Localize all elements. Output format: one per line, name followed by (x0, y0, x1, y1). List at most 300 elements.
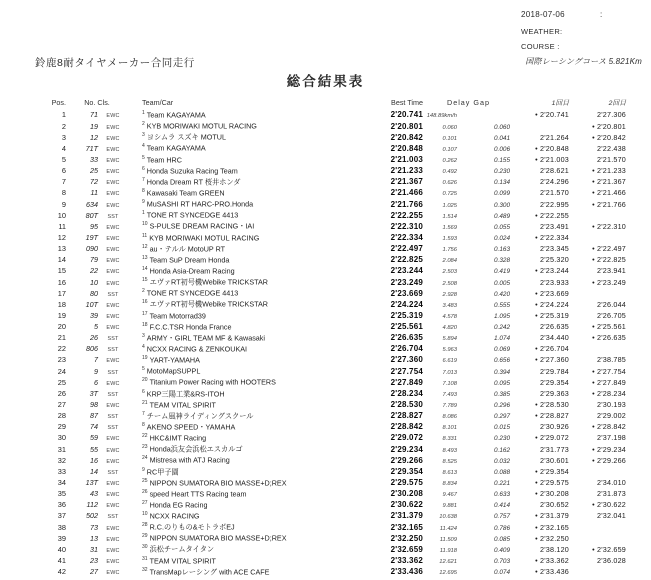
class-rank: 31 (142, 555, 148, 562)
best-time: 2'22.255 (390, 210, 423, 220)
class-rank: 2 (142, 288, 145, 295)
best-time: 2'22.497 (390, 244, 423, 254)
bike-number: 5 (94, 322, 98, 332)
gap-value: 1.095 (494, 312, 510, 320)
session2-time: • 2'22.310 (592, 221, 626, 231)
best-time: 2'30.208 (390, 489, 423, 499)
class-badge: EWC (106, 235, 120, 242)
session2-time: • 2'27.754 (592, 366, 626, 376)
position: 10 (57, 210, 66, 220)
gap-value: 0.230 (494, 168, 510, 176)
session1-time: 2'29.784 (540, 366, 569, 376)
team-name: Team Motorrad39 (149, 310, 206, 320)
class-rank: 22 (142, 433, 148, 440)
delay-value: 0.107 (442, 146, 457, 153)
session1-time: • 2'28.827 (535, 411, 569, 421)
team-name: NCXX RACING (149, 511, 200, 521)
class-rank: 3 (142, 132, 145, 139)
team-name: Titanium Power Racing with HOOTERS (149, 377, 276, 387)
gap-value: 0.134 (494, 179, 510, 187)
class-rank: 4 (142, 143, 145, 150)
gap-value: 0.041 (494, 134, 510, 142)
bike-number: 7 (94, 355, 98, 365)
session2-time: • 2'22.825 (592, 255, 626, 265)
best-time: 2'22.334 (390, 232, 423, 242)
delay-value: 0.626 (442, 180, 457, 187)
best-time: 2'20.848 (390, 143, 423, 153)
bike-number: 13 (90, 533, 98, 543)
delay-value: 3.483 (442, 302, 457, 309)
position: 42 (57, 567, 66, 577)
class-rank: 9 (142, 199, 145, 206)
team-name: S-PULSE DREAM RACING・IAI (149, 221, 255, 231)
session1-time: • 2'24.224 (535, 299, 569, 309)
delay-value: 0.101 (442, 135, 457, 142)
delay-value: 7.493 (442, 391, 457, 398)
delay-value: 1.025 (442, 202, 457, 209)
class-rank: 12 (142, 243, 148, 250)
best-time: 2'25.561 (390, 322, 423, 332)
bike-number: 19 (90, 121, 98, 131)
session1-time: • 2'33.362 (535, 556, 569, 566)
session1-time: 2'24.296 (540, 177, 569, 187)
position: 2 (61, 121, 66, 131)
session1-time: 2'30.926 (540, 422, 569, 432)
course-label: COURSE : (521, 42, 560, 51)
session1-time: • 2'31.379 (535, 511, 569, 521)
bike-number: 80T (85, 210, 98, 220)
weather-label: WEATHER: (521, 27, 563, 36)
position: 31 (57, 444, 66, 454)
bike-number: 55 (90, 444, 98, 454)
gap-value: 0.242 (494, 324, 510, 332)
class-badge: EWC (106, 247, 120, 254)
bike-number: 14 (90, 466, 98, 476)
session2-time: • 2'28.234 (592, 388, 626, 398)
header-delay-gap: Delay Gap (447, 98, 490, 107)
session1-time: • 2'33.436 (535, 567, 569, 577)
class-badge: EWC (106, 135, 120, 142)
session1-time: • 2'22.255 (535, 210, 569, 220)
class-rank: 11 (142, 232, 148, 239)
bike-number: 23 (90, 556, 98, 566)
gap-value: 0.162 (494, 446, 510, 454)
class-badge: EWC (106, 280, 120, 287)
bike-number: 22 (90, 266, 98, 276)
team-name: R.C.のりもの&モトラボEJ (149, 522, 235, 532)
team-name: AKENO SPEED・YAMAHA (146, 422, 236, 432)
best-time: 2'29.266 (390, 455, 423, 465)
class-badge: EWC (106, 358, 120, 365)
session1-time: • 2'22.334 (535, 232, 569, 242)
position: 12 (57, 232, 66, 242)
team-name: Honda Asia-Dream Racing (149, 266, 235, 276)
class-rank: 26 (142, 488, 148, 495)
position: 20 (57, 322, 66, 332)
position: 36 (57, 500, 66, 510)
gap-value: 0.656 (494, 357, 510, 365)
gap-value: 0.419 (494, 268, 510, 276)
session1-time: • 2'21.003 (535, 154, 569, 164)
session1-time: 2'23.933 (540, 277, 569, 287)
bike-number: 634 (86, 199, 98, 209)
session2-time: • 2'21.367 (592, 177, 626, 187)
position: 27 (57, 400, 66, 410)
header-best-time: Best Time (391, 98, 423, 107)
position: 11 (58, 221, 66, 231)
delay-value: 1.756 (442, 247, 457, 254)
gap-value: 0.074 (494, 569, 510, 577)
position: 5 (61, 154, 66, 164)
best-time: 2'28.842 (390, 422, 423, 432)
delay-value: 9.881 (442, 503, 457, 510)
bike-number: 95 (90, 221, 98, 231)
delay-value: 5.894 (442, 336, 457, 343)
bike-number: 72 (90, 177, 98, 187)
position: 4 (61, 143, 66, 153)
team-name: TEAM VITAL SPIRIT (149, 400, 216, 410)
bike-number: 13T (85, 478, 98, 488)
class-rank: 21 (142, 399, 148, 406)
session1-time: • 2'23.669 (535, 288, 569, 298)
team-name: Honda EG Racing (149, 500, 208, 510)
team-name: KYB MORIWAKI MOTUL RACING (149, 232, 260, 242)
position: 6 (61, 166, 66, 176)
delay-value: 1.514 (442, 213, 457, 220)
position: 40 (57, 544, 66, 554)
class-rank: 10 (142, 221, 148, 228)
bike-number: 806 (86, 344, 98, 354)
class-badge: EWC (106, 113, 120, 120)
gap-value: 0.088 (494, 468, 510, 476)
session2-time: 2'26.044 (597, 299, 626, 309)
best-time: 2'29.072 (390, 433, 423, 443)
gap-value: 0.385 (494, 390, 510, 398)
results-table (38, 108, 626, 576)
class-badge: EWC (106, 224, 120, 231)
best-time: 2'23.244 (390, 266, 423, 276)
best-time: 2'20.801 (390, 121, 423, 131)
session-date (521, 10, 603, 19)
delay-value: 11.509 (439, 536, 457, 543)
delay-value: 12.621 (439, 559, 457, 566)
class-rank: 28 (142, 522, 148, 529)
session2-time: • 2'21.766 (592, 199, 626, 209)
gap-value: 0.085 (494, 535, 510, 543)
gap-value: 0.155 (494, 156, 510, 164)
class-badge: EWC (106, 269, 120, 276)
class-rank: 18 (142, 321, 148, 328)
class-badge: SST (107, 469, 119, 476)
session1-time: 2'29.354 (540, 377, 569, 387)
bike-number: 80 (90, 288, 98, 298)
team-cell (128, 565, 350, 578)
delay-value: 4.578 (442, 313, 457, 320)
class-rank: 27 (142, 499, 148, 506)
position: 24 (57, 366, 66, 376)
session1-time: • 2'26.704 (535, 344, 569, 354)
gap-value: 0.703 (494, 558, 510, 566)
team-name: Team KAGAYAMA (146, 110, 206, 120)
team-name: au・テルル MotoUP RT (149, 244, 226, 254)
best-time: 2'21.003 (390, 154, 423, 164)
session2-time: • 2'29.234 (592, 444, 626, 454)
bike-number: 79 (90, 255, 98, 265)
session1-time: 2'30.652 (540, 500, 569, 510)
position: 22 (57, 344, 66, 354)
best-time: 2'28.827 (390, 411, 423, 421)
best-time: 2'29.234 (390, 444, 423, 454)
delay-value: 2.928 (442, 291, 457, 298)
position: 19 (57, 310, 66, 320)
class-badge: EWC (106, 492, 120, 499)
position: 13 (57, 244, 66, 254)
class-rank: 10 (142, 511, 148, 518)
gap-value: 0.409 (494, 546, 510, 554)
position: 35 (57, 489, 66, 499)
best-time: 2'25.319 (390, 310, 423, 320)
class-badge: EWC (106, 191, 120, 198)
position: 38 (57, 522, 66, 532)
delay-value: 7.789 (442, 403, 457, 410)
gap-value: 0.296 (494, 402, 510, 410)
gap-value: 0.221 (494, 480, 510, 488)
position: 37 (57, 511, 66, 521)
team-name: チーム風神ライディングスクール (146, 411, 254, 421)
class-rank: 1 (142, 210, 145, 217)
class-badge: SST (107, 391, 119, 398)
team-name: Team KAGAYAMA (146, 143, 206, 153)
gap-value: 0.006 (494, 145, 510, 153)
class-rank: 4 (142, 343, 145, 350)
class-badge: SST (107, 291, 119, 298)
delay-value: 10.638 (439, 514, 457, 521)
bike-number: 27 (90, 567, 98, 577)
class-badge: EWC (106, 481, 120, 488)
best-time: 2'24.224 (390, 299, 423, 309)
class-rank: 20 (142, 377, 148, 384)
class-badge: EWC (106, 547, 120, 554)
session1-time: • 2'25.319 (535, 310, 569, 320)
session1-time: 2'38.120 (540, 544, 569, 554)
bike-number: 10 (90, 277, 98, 287)
session2-time: 2'29.002 (597, 411, 626, 421)
gap-value: 0.555 (494, 301, 510, 309)
bike-number: 59 (90, 433, 98, 443)
session2-time: 2'32.041 (597, 511, 626, 521)
class-rank: 7 (142, 410, 145, 417)
class-rank: 23 (142, 444, 148, 451)
class-badge: EWC (106, 503, 120, 510)
delay-value: 1.569 (442, 224, 457, 231)
position: 39 (57, 533, 66, 543)
best-time: 2'21.233 (390, 166, 423, 176)
bike-number: 112 (86, 500, 98, 510)
gap-value: 0.095 (494, 379, 510, 387)
position: 9 (61, 199, 66, 209)
team-name: MuSASHI RT HARC-PRO.Honda (146, 199, 254, 209)
team-name: TEAM VITAL SPIRIT (149, 556, 216, 566)
session2-time: • 2'21.466 (592, 188, 626, 198)
session1-time: • 2'23.244 (535, 266, 569, 276)
gap-value: 0.099 (494, 190, 510, 198)
class-badge: EWC (106, 146, 120, 153)
delay-value: 8.331 (442, 436, 457, 443)
header-team: Team/Car (142, 98, 174, 107)
class-badge: EWC (106, 157, 120, 164)
team-name: YART-YAMAHA (149, 355, 200, 365)
team-name: 浜松チームタイタン (149, 544, 215, 554)
best-time: 2'21.766 (390, 199, 423, 209)
class-rank: 1 (142, 110, 145, 116)
delay-value: 8.834 (442, 481, 457, 488)
session2-time: 2'22.438 (597, 143, 626, 153)
session2-time: • 2'26.635 (592, 333, 626, 343)
delay-value: 1.593 (442, 235, 457, 242)
class-badge: SST (107, 514, 119, 521)
position: 21 (57, 333, 66, 343)
class-badge: EWC (106, 559, 120, 566)
session1-time: 2'21.570 (540, 188, 569, 198)
session2-time: • 2'20.842 (592, 132, 626, 142)
best-time: 2'20.842 (390, 132, 423, 142)
class-rank: 3 (142, 332, 145, 339)
bike-number: 25 (90, 166, 98, 176)
team-name: MotoMapSUPPL (146, 366, 201, 376)
bike-number: 3T (89, 388, 98, 398)
team-name: Mistresa with ATJ Racing (149, 455, 230, 465)
best-time: 2'27.849 (390, 377, 423, 387)
header-session1: 1回目 (551, 100, 569, 107)
session2-time: • 2'27.849 (592, 377, 626, 387)
bike-number: 71 (90, 110, 98, 120)
session1-time: 2'29.363 (540, 388, 569, 398)
gap-value: 1.074 (494, 335, 510, 343)
gap-value: 0.420 (494, 290, 510, 298)
class-rank: 6 (142, 165, 145, 172)
header-no-cls: No. Cls. (84, 98, 110, 107)
session1-time: • 2'32.165 (535, 522, 569, 532)
gap-value: 0.032 (494, 457, 510, 465)
session1-time: • 2'29.575 (535, 478, 569, 488)
best-time: 2'31.379 (390, 511, 423, 521)
class-badge: SST (107, 347, 119, 354)
gap-value: 0.414 (494, 502, 510, 510)
delay-value: 5.963 (442, 347, 457, 354)
team-name: KRP三陽工業&RS-ITOH (146, 388, 225, 398)
session2-time: • 2'23.249 (592, 277, 626, 287)
class-rank: 15 (142, 277, 148, 284)
team-name: F.C.C.TSR Honda France (149, 322, 232, 332)
bike-number: 090 (86, 244, 98, 254)
event-title: 鈴鹿8耐タイヤメーカー合同走行 (35, 57, 195, 69)
class-badge: EWC (106, 380, 120, 387)
session2-time: 2'27.306 (597, 110, 626, 120)
session1-time: • 2'30.208 (535, 489, 569, 499)
position: 15 (57, 266, 66, 276)
class-badge: EWC (106, 180, 120, 187)
class-badge: SST (107, 213, 119, 220)
session2-time: 2'23.941 (597, 266, 626, 276)
delay-value: 7.108 (442, 380, 457, 387)
session2-time: 2'36.028 (597, 556, 626, 566)
bike-number: 71T (85, 143, 98, 153)
header-session2: 2回目 (608, 100, 626, 107)
class-badge: SST (107, 369, 119, 376)
position: 18 (57, 299, 66, 309)
best-time: 2'29.575 (390, 478, 423, 488)
gap-value: 0.230 (494, 435, 510, 443)
position: 34 (57, 478, 66, 488)
session2-time: 2'26.705 (597, 310, 626, 320)
team-name: ARMY・GIRL TEAM MF & Kawasaki (146, 333, 265, 343)
delay-value: 11.918 (439, 547, 457, 554)
table-row (38, 108, 626, 119)
class-badge: EWC (106, 436, 120, 443)
position: 28 (57, 411, 66, 421)
class-rank: 32 (142, 566, 148, 573)
position: 26 (57, 388, 66, 398)
class-rank: 9 (142, 466, 145, 473)
bike-number: 31 (90, 544, 98, 554)
gap-value: 0.005 (494, 279, 510, 287)
gap-value: 0.163 (494, 246, 510, 254)
gap-value: 0.394 (494, 368, 510, 376)
class-badge: EWC (106, 447, 120, 454)
best-time: 2'29.354 (390, 466, 423, 476)
class-badge: EWC (106, 202, 120, 209)
session1-time: 2'23.345 (540, 244, 569, 254)
bike-number: 16 (90, 455, 98, 465)
session1-time: 2'31.773 (540, 444, 569, 454)
class-badge: EWC (106, 458, 120, 465)
best-time: 2'21.367 (390, 177, 423, 187)
session1-time: 2'26.635 (540, 322, 569, 332)
session2-time: 2'31.873 (597, 489, 626, 499)
session2-time: 2'30.193 (597, 400, 626, 410)
best-time: 2'20.741 (390, 110, 423, 120)
best-time: 2'23.669 (390, 288, 423, 298)
gap-value: 0.757 (494, 513, 510, 521)
bike-number: 74 (90, 422, 98, 432)
session2-time: • 2'29.266 (592, 455, 626, 465)
team-name: RC甲子園 (146, 466, 179, 476)
class-rank: 6 (142, 388, 145, 395)
class-badge: EWC (106, 313, 120, 320)
gap-value: 0.060 (494, 123, 510, 131)
class-rank: 2 (142, 121, 145, 128)
best-time: 2'22.310 (390, 221, 423, 231)
best-time: 2'26.635 (390, 333, 423, 343)
class-badge: EWC (106, 124, 120, 131)
gap-value: 0.786 (494, 524, 510, 532)
position: 8 (61, 188, 66, 198)
bike-number: 87 (90, 411, 98, 421)
class-badge: EWC (106, 525, 120, 532)
position: 30 (57, 433, 66, 443)
position: 1 (61, 110, 66, 120)
team-name: Kawasaki Team GREEN (146, 188, 225, 198)
class-rank: 24 (142, 455, 148, 462)
bike-number: 9 (94, 366, 98, 376)
best-time: 2'32.250 (390, 533, 423, 543)
gap-value: 0.300 (494, 201, 510, 209)
class-badge: EWC (106, 536, 120, 543)
gap-value: 0.489 (494, 212, 510, 220)
class-rank: 7 (142, 176, 145, 183)
delay-value: 8.086 (442, 414, 457, 421)
session2-time: 2'34.010 (597, 478, 626, 488)
